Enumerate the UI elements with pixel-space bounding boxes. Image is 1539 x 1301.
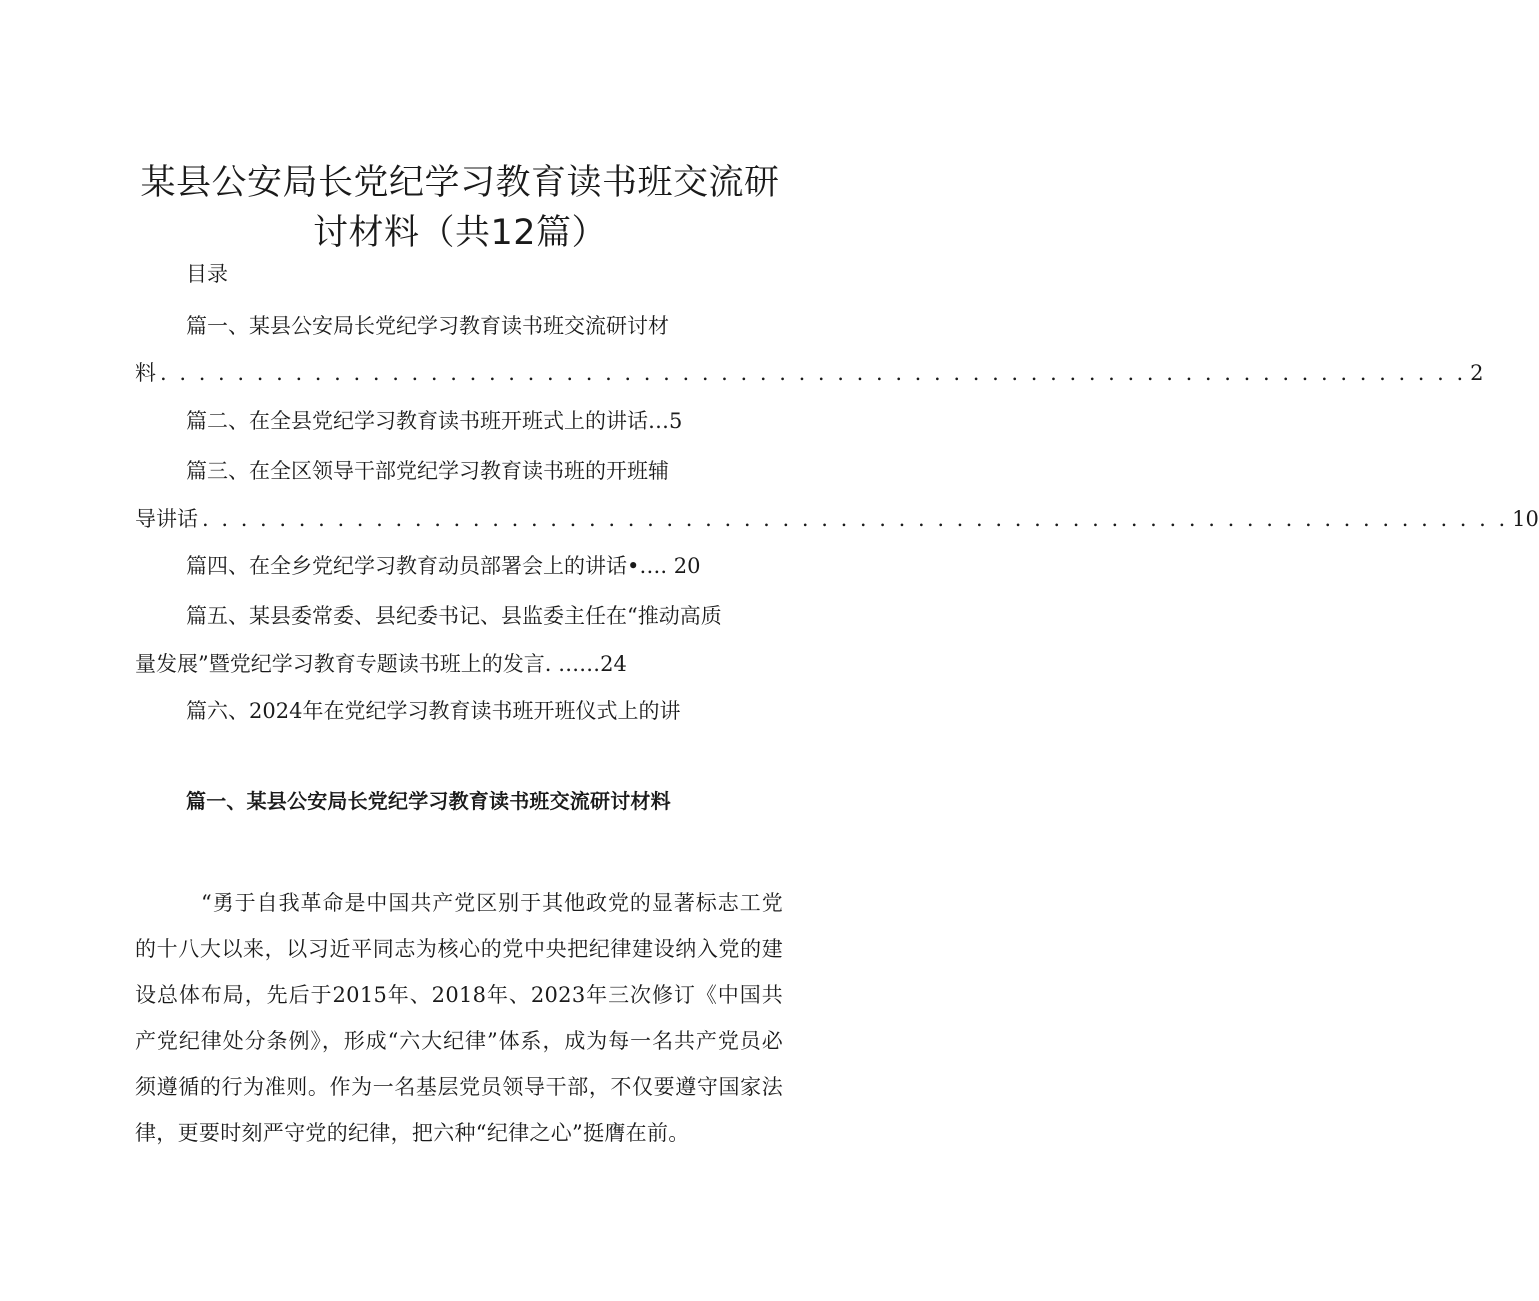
toc-leader-dots: . . . . . . . . . . . . . . . . . . . . . . . . . . . . . . . . . . . . . . . . . . . . . . . . . . . . . . . . . . . . . . . . . . . . [160, 361, 1467, 385]
toc-item-5-line2[interactable]: 量发展”暨党纪学习教育专题读书班上的发言. ……24 [135, 652, 627, 676]
toc-item-3-line2[interactable] [135, 503, 1539, 533]
toc-item-6[interactable]: 篇六、2024年在党纪学习教育读书班开班仪式上的讲 [186, 699, 681, 723]
toc-item-2[interactable]: 篇二、在全县党纪学习教育读书班开班式上的讲话…5 [186, 409, 683, 433]
toc-heading: 目录 [186, 262, 228, 286]
document-title [120, 158, 800, 258]
toc-item-5-line1[interactable]: 篇五、某县委常委、县纪委书记、县监委主任在“推动高质 [186, 604, 722, 628]
toc-item-3-line1[interactable]: 篇三、在全区领导干部党纪学习教育读书班的开班辅 [186, 459, 669, 483]
toc-item-4[interactable]: 篇四、在全乡党纪学习教育动员部署会上的讲话•…. 20 [186, 554, 701, 578]
body-paragraph: “勇于自我革命是中国共产党区别于其他政党的显著标志工党的十八大以来，以习近平同志为核心的党中央把纪律建设纳入党的建设总体布局，先后于2015年、2018年、2023年三次修订《中国共产党纪律处分条例》，形成“六大纪律”体系，成为每一名共产党员必须遵循的行为准则。作为一名基层党员领导干部，不仅要遵守国家法律，更要时刻严守党的纪律，把六种“纪律之心”挺膺在前。 [135, 891, 783, 1145]
toc-item-1-line1[interactable]: 篇一、某县公安局长党纪学习教育读书班交流研讨材 [186, 314, 669, 338]
title-line-2: 讨材料（共12篇） [312, 213, 608, 254]
toc-item-3-page: 10 [1512, 507, 1539, 531]
toc-item-1-line2[interactable] [135, 357, 1484, 387]
toc-item-1-page: 2 [1470, 361, 1484, 385]
section-title: 篇一、某县公安局长党纪学习教育读书班交流研讨材料 [186, 789, 671, 813]
toc-leader-dots: . . . . . . . . . . . . . . . . . . . . . . . . . . . . . . . . . . . . . . . . . . . . . . . . . . . . . . . . . . . . . . . . . . . . [202, 507, 1509, 531]
toc-item-3-text: 导讲话 [135, 507, 198, 531]
toc-item-1-text: 料 [135, 361, 156, 385]
title-line-1: 某县公安局长党纪学习教育读书班交流研 [140, 163, 780, 204]
